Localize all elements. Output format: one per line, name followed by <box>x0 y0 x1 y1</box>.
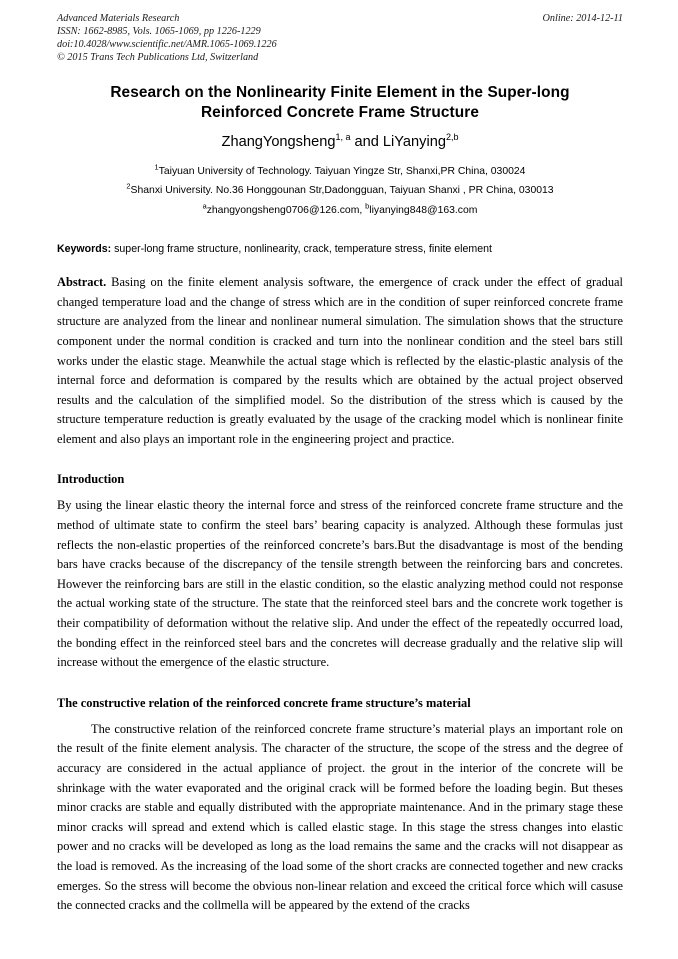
author-emails <box>57 201 623 221</box>
keywords-text: super-long frame structure, nonlinearity, crack, temperature stress, finite element <box>111 243 492 256</box>
author-name-1: ZhangYongsheng <box>221 133 336 150</box>
section-heading-constructive-relation: The constructive relation of the reinforced concrete frame structure’s material <box>57 695 471 710</box>
affiliation-1 <box>57 162 623 182</box>
keywords-line <box>57 242 623 256</box>
page-content <box>57 13 623 916</box>
journal-header <box>57 13 623 65</box>
section-paragraph-constructive-relation-1: The constructive relation of the reinforced concrete frame structure’s material plays an important role on the result of the finite element analysis. The character of the structure, the scope of the stress and the degree of accuracy are considered in the actual appliance of project. the grout in the interior of the concrete will be shrinkage with the water evaporated and the original crack will be formed before the loading begin. But theses minor cracks are stable and equally distributed with the appropriate maintenance. And in the primary stage these minor cracks will spread and extend which is called elastic stage. In this stage the stress changes into elastic power and no cracks will be developed as long as the load remains the same and the cracks will not disappear as the load is removed. As the increasing of the load some of the short cracks are connected together and new cracks emerges. So the stress will become the obvious non-linear relation and exceed the critical force which will casuse the connected cracks and the collmella will be appeared by the extend of the cracks <box>57 721 623 913</box>
author-affiliation-marker-1: 1, a <box>335 131 351 142</box>
abstract-text: Basing on the finite element analysis software, the emergence of crack under the effect of gradual changed temperature load and the change of stress which are in the condition of super reinforced concrete frame structure are analyzed from the linear and nonlinear numeral simulation. The simulation shows that the structure component under the normal condition is cracked and turn into the nonlinear condition and the steel bars still works under the elastic stage. Meanwhile the actual stage which is reflected by the elastic-plastic analysis of the internal force and deformation is compared by the results which are obtained by the actual project observed results and the calculation of the simplified model. So the distribution of the stress which is caused by the structure temperature reduction is greatly evaluated by the usage of the cracking model which is nonlinear finite element and also plays an important role in the engineering project and practice. <box>57 275 623 446</box>
page-title <box>57 83 623 124</box>
affiliation-2-text: Shanxi University. No.36 Honggounan Str,Dadongguan, Taiyuan Shanxi , PR China, 030013 <box>130 185 554 197</box>
email-marker-a: a <box>202 201 207 211</box>
email-address-1[interactable]: zhangyongsheng0706@126.com, <box>206 204 363 216</box>
keywords-label: Keywords: <box>57 243 112 256</box>
abstract-paragraph <box>57 273 623 449</box>
author-conjunction: and <box>350 133 383 150</box>
section-paragraph-introduction-1: By using the linear elastic theory the internal force and stress of the reinforced concrete frame structure and the method of ultimate state to confirm the steel bars’ bearing capacity is analyzed. Although these formulas just reflects the non-elastic properties of the reinforced concrete’s bars.But the disadvantage is most of the bending bars have cracks because of the discrepancy of the tensile strength between the reinforcing bars and concretes. However the reinforcing bars are still in the elastic condition, so the elastic analyzing method could not response the actual working state of the structure. The state that the reinforced steel bars and the concrete work together is their compatibility of deformation without the relative slip. And under the effect of the repeatedly occurred load, the bonding effect in the reinforced steel bars and the concretes will decrease gradually and the relative slip will increase without the emergence of the elastic structure. <box>57 498 623 670</box>
author-name-2: LiYanying <box>382 133 446 150</box>
abstract-label: Abstract. <box>57 275 107 290</box>
affiliation-marker-2: 2 <box>126 181 131 191</box>
email-marker-b: b <box>365 201 370 211</box>
affiliation-1-text: Taiyuan University of Technology. Taiyuan Yingze Str, Shanxi,PR China, 030024 <box>158 165 526 177</box>
online-date: Online: 2014-12-11 <box>542 13 623 24</box>
affiliation-marker-1: 1 <box>154 162 159 172</box>
author-affiliation-marker-2: 2,b <box>445 131 459 142</box>
paper-title-line-1: Research on the Nonlinearity Finite Element in the Super-long <box>110 83 570 101</box>
doi-line: doi:10.4028/www.scientific.net/AMR.1065-1069.1226 <box>57 38 277 50</box>
author-list <box>57 133 623 151</box>
copyright-line: © 2015 Trans Tech Publications Ltd, Switzerland <box>57 51 259 63</box>
title-block <box>57 83 623 124</box>
section-heading-introduction: Introduction <box>57 472 125 487</box>
issn-line: ISSN: 1662-8985, Vols. 1065-1069, pp 1226-1229 <box>57 25 261 37</box>
journal-header-top-row <box>57 13 623 26</box>
affiliation-list <box>57 162 623 221</box>
journal-name: Advanced Materials Research <box>57 13 180 24</box>
affiliation-2 <box>57 181 623 201</box>
paper-title-line-2: Reinforced Concrete Frame Structure <box>200 104 480 122</box>
email-address-2[interactable]: liyanying848@163.com <box>369 204 478 216</box>
